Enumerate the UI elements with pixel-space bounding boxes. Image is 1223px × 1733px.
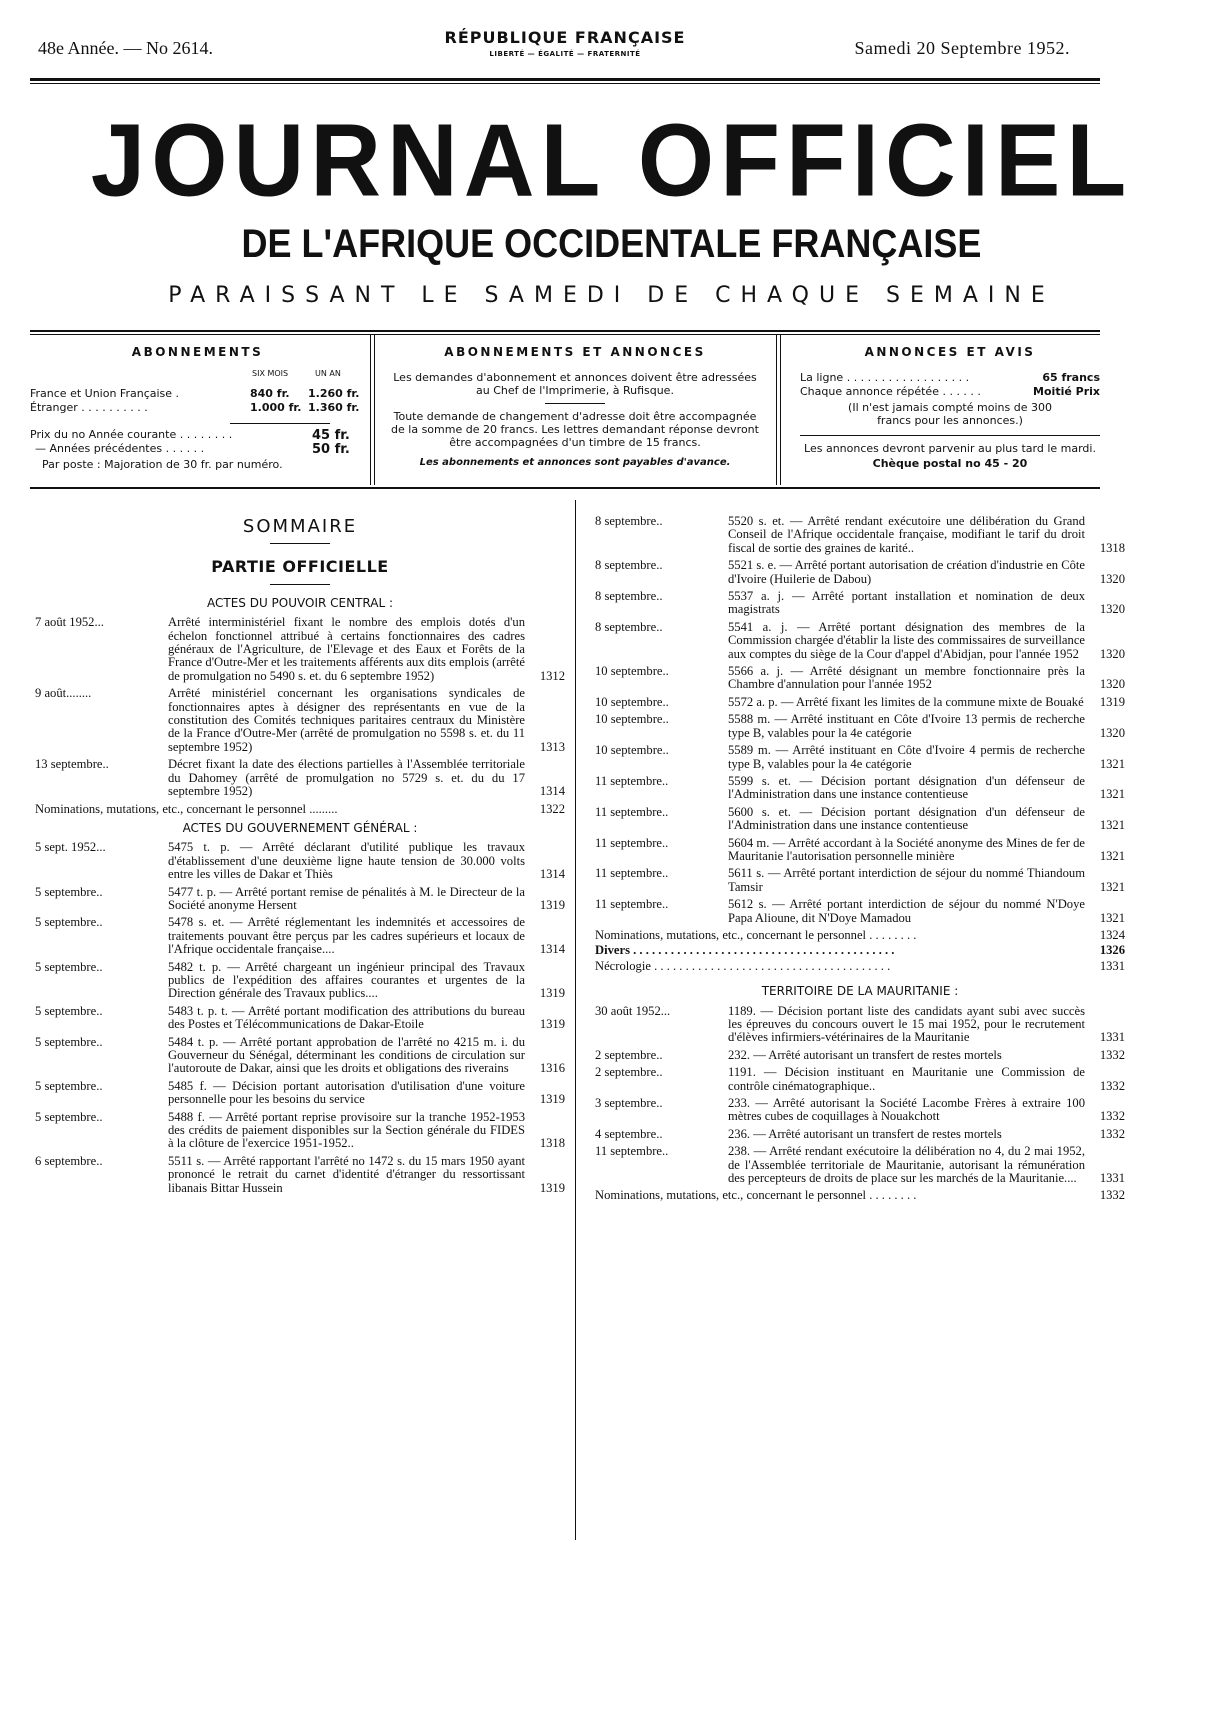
sub-row <box>30 401 365 415</box>
subscriptions-title: ABONNEMENTS <box>131 345 264 359</box>
republic-label: RÉPUBLIQUE FRANÇAISE <box>444 28 686 47</box>
toc-entry-title: Arrêté interministériel fixant le nombre des emplois dotés d'un échelon fonctionnel attribué à certains fonctionnaires des cadres généraux de l'Agriculture, de l'Elevage et des Eaux et Forêts de la France d'Outre-Mer et les traitements afférents aux dits emplois (arrêté de promulgation no 5490 s. et. du 6 septembre 1952) <box>168 615 525 683</box>
toc-entry <box>35 687 565 754</box>
toc-entry-page: 1321 <box>1099 756 1125 771</box>
column-divider <box>575 500 576 1540</box>
toc-entry-title: 5485 f. — Décision portant autorisation d'utilisation d'une voiture personnelle pour les besoins du service <box>168 1078 525 1107</box>
toc-entry-title: 5612 s. — Arrêté portant interdiction de séjour du nommé N'Doye Papa Alioune, dit N'Doye Mamadou <box>728 897 1085 925</box>
gouv-misc-row <box>595 929 1125 942</box>
sub-row <box>30 387 365 401</box>
sommaire-title: SOMMAIRE <box>242 516 358 537</box>
toc-entry <box>595 744 1125 771</box>
toc-entry <box>595 621 1125 661</box>
toc-entry <box>595 1066 1125 1093</box>
toc-entry-date: 5 septembre.. <box>35 915 103 930</box>
toc-entry-date: 11 septembre.. <box>595 866 669 881</box>
gouv-acts-list-right <box>595 515 1125 925</box>
sub-row-six: 1.000 fr. <box>250 401 302 414</box>
sub-row-six: 840 fr. <box>250 387 290 400</box>
toc-entry-page: 1319 <box>539 1092 565 1107</box>
toc-entry-page: 1312 <box>539 668 565 683</box>
gouv-misc-text: Nécrologie . . . . . . . . . . . . . . . . . . . . . . . . . . . . . . . . . . . . . . <box>595 958 891 973</box>
gouv-misc-page: 1331 <box>1099 958 1125 973</box>
toc-entry <box>595 1128 1125 1141</box>
toc-entry <box>35 1036 565 1076</box>
toc-entry <box>595 590 1125 617</box>
toc-entry-title: 5537 a. j. — Arrêté portant installation et nomination de deux magistrats <box>728 589 1085 617</box>
toc-entry-page: 1331 <box>1099 1030 1125 1045</box>
toc-entry <box>35 758 565 798</box>
line-price: 65 francs <box>1042 371 1100 384</box>
toc-entry-title: 5483 t. p. t. — Arrêté portant modification des attributions du bureau des Postes et Télécommunications de Dakar-Etoile <box>168 1003 525 1032</box>
top-header <box>30 18 1100 58</box>
ads-subs-box <box>380 345 770 485</box>
toc-entry-page: 1318 <box>539 1136 565 1151</box>
toc-entry <box>35 916 565 956</box>
gouv-misc-page: 1326 <box>1099 943 1125 958</box>
deadline-note: Les annonces devront parvenir au plus tard le mardi. <box>804 442 1096 455</box>
maur-nominations <box>595 1189 1125 1202</box>
toc-entry <box>35 841 565 881</box>
sub-row-label: France et Union Française . <box>30 387 180 400</box>
toc-entry <box>595 1145 1125 1185</box>
partie-officielle-title: PARTIE OFFICIELLE <box>211 557 389 577</box>
toc-entry-date: 9 août........ <box>35 686 92 701</box>
toc-entry-page: 1314 <box>539 784 565 799</box>
toc-entry-title: 232. — Arrêté autorisant un transfert de restes mortels <box>728 1047 1002 1062</box>
toc-entry-date: 10 septembre.. <box>595 694 669 709</box>
issue-number: 48e Année. — No 2614. <box>38 38 213 58</box>
toc-entry-date: 8 septembre.. <box>595 514 663 528</box>
six-months-header: SIX MOIS <box>252 369 289 378</box>
ads-subs-change: Toute demande de changement d'adresse doit être accompagnée de la somme de 20 francs. Les lettres demandant réponse devront être accompagnées d'un timbre de 15 francs. <box>391 410 759 449</box>
central-nominations <box>35 803 565 816</box>
notices-title: ANNONCES ET AVIS <box>864 345 1036 359</box>
info-bottom-rule <box>30 487 1100 489</box>
toc-left-column <box>35 516 565 1199</box>
sub-row-year: 1.260 fr. <box>308 387 360 400</box>
toc-entry <box>595 775 1125 802</box>
toc-entry <box>35 1005 565 1032</box>
toc-entry-page: 1332 <box>1099 1078 1125 1093</box>
toc-entry-date: 4 septembre.. <box>595 1126 663 1141</box>
toc-entry-title: 5604 m. — Arrêté accordant à la Société anonyme des Mines de fer de Mauritanie l'autorisation personnelle minière <box>728 835 1085 863</box>
toc-entry-title: 1189. — Décision portant liste des candidats ayant subi avec succès les épreuves du concours ouvert le 15 mai 1952, pour le recrutement d'élèves infirmiers-vétérinaires de la Mauritanie <box>728 1003 1085 1045</box>
toc-entry <box>595 515 1125 555</box>
central-acts-list <box>35 616 565 798</box>
toc-entry-title: 5611 s. — Arrêté portant interdiction de séjour du nommé Thiandoum Tamsir <box>728 866 1085 894</box>
toc-entry-page: 1321 <box>1099 787 1125 802</box>
toc-entry <box>35 886 565 913</box>
price-previous-label: — Années précédentes . . . . . . <box>35 442 205 455</box>
toc-entry <box>595 898 1125 925</box>
toc-entry <box>35 1155 565 1195</box>
toc-entry-date: 5 septembre.. <box>35 1078 103 1093</box>
toc-entry-title: 5589 m. — Arrêté instituant en Côte d'Ivoire 4 permis de recherche type B, valables pour la 4e catégorie <box>728 743 1085 771</box>
masthead-tagline: PARAISSANT LE SAMEDI DE CHAQUE SEMAINE <box>168 283 1055 308</box>
toc-entry-date: 5 septembre.. <box>35 884 103 899</box>
toc-entry <box>35 961 565 1001</box>
toc-entry-title: 5566 a. j. — Arrêté désignant un membre fonctionnaire près la Chambre d'annulation pour l'année 1952 <box>728 664 1085 692</box>
toc-entry-page: 1319 <box>539 897 565 912</box>
gouv-misc-page: 1324 <box>1099 927 1125 942</box>
toc-entry-date: 5 septembre.. <box>35 1003 103 1018</box>
toc-entry-page: 1318 <box>1099 540 1125 555</box>
toc-entry-date: 10 septembre.. <box>595 743 669 758</box>
mauritanie-acts-list <box>595 1005 1125 1186</box>
toc-entry-date: 11 septembre.. <box>595 773 669 788</box>
toc-entry-page: 1314 <box>539 942 565 957</box>
gouv-misc-text: Nominations, mutations, etc., concernant le personnel . . . . . . . . <box>595 927 917 942</box>
toc-entry-title: 1191. — Décision instituant en Mauritanie une Commission de contrôle cinématographique.. <box>728 1065 1085 1093</box>
toc-entry-title: 5482 t. p. — Arrêté chargeant un ingénieur principal des Travaux publics de l'expédition des affaires courantes et urgentes de la Direction générale des Travaux publics.... <box>168 959 525 1001</box>
toc-entry <box>35 1080 565 1107</box>
toc-entry-page: 1332 <box>1099 1126 1125 1141</box>
toc-entry-date: 5 septembre.. <box>35 1034 103 1049</box>
toc-entry <box>595 1005 1125 1045</box>
toc-entry-date: 5 sept. 1952... <box>35 840 106 855</box>
toc-entry-page: 1319 <box>539 986 565 1001</box>
masthead-subtitle: DE L'AFRIQUE OCCIDENTALE FRANÇAISE <box>241 222 982 266</box>
toc-entry-page: 1321 <box>1099 848 1125 863</box>
gouv-misc-text: Divers . . . . . . . . . . . . . . . . . . . . . . . . . . . . . . . . . . . . . . . . . . <box>595 943 895 958</box>
header-rule <box>30 78 1100 81</box>
header-rule-thin <box>30 83 1100 84</box>
toc-entry-title: 5478 s. et. — Arrêté réglementant les indemnités et accessoires de traitements pouvant être perçus par les cadres supérieurs et locaux de l'Afrique occidentale française.... <box>168 915 525 957</box>
toc-entry-title: 5511 s. — Arrêté rapportant l'arrêté no 1472 s. du 15 mars 1950 ayant prononcé le retrait du carnet d'identité d'étranger du ressortissant libanais Bittar Hussein <box>168 1153 525 1195</box>
toc-entry-page: 1319 <box>539 1180 565 1195</box>
toc-entry-date: 7 août 1952... <box>35 615 104 630</box>
toc-entry-date: 8 septembre.. <box>595 558 663 573</box>
toc-entry-title: Décret fixant la date des élections partielles à l'Assemblée territoriale du Dahomey (arrêté de promulgation no 5729 s. et. du du 17 septembre 1952) <box>168 757 525 799</box>
central-nominations-text: Nominations, mutations, etc., concernant le personnel ......... <box>35 801 338 816</box>
sub-row-label: Étranger . . . . . . . . . . <box>30 401 148 414</box>
toc-entry-title: 5484 t. p. — Arrêté portant approbation de l'arrêté no 4215 m. i. du Gouverneur du Sénégal, déterminant les conditions de circulation sur l'autoroute de Dakar, ainsi que les droits et obligations des riverains <box>168 1034 525 1076</box>
toc-entry-date: 10 septembre.. <box>595 712 669 727</box>
toc-entry-page: 1319 <box>539 1017 565 1032</box>
maur-nominations-page: 1332 <box>1099 1188 1125 1203</box>
toc-entry-title: 233. — Arrêté autorisant la Société Lacombe Frères à extraire 100 mètres cubes de coquillages à Nouakchott <box>728 1096 1085 1124</box>
price-previous: 50 fr. <box>312 442 350 457</box>
notices-box <box>800 345 1100 485</box>
toc-entry <box>595 665 1125 692</box>
maur-nominations-text: Nominations, mutations, etc., concernant le personnel . . . . . . . . <box>595 1188 917 1203</box>
toc-entry-title: 5488 f. — Arrêté portant reprise provisoire sur la tranche 1952-1953 des crédits de paiement disponibles sur la Section générale du FIDES à la clôture de l'exercice 1951-1952.. <box>168 1109 525 1151</box>
ads-subs-payable: Les abonnements et annonces sont payables d'avance. <box>419 457 731 468</box>
toc-entry <box>595 1049 1125 1062</box>
toc-entry <box>595 806 1125 833</box>
toc-entry-date: 11 septembre.. <box>595 897 669 912</box>
gouv-acts-list-left <box>35 841 565 1195</box>
toc-entry <box>595 713 1125 740</box>
toc-entry-date: 30 août 1952... <box>595 1003 671 1018</box>
toc-entry-title: 5520 s. et. — Arrêté rendant exécutoire une délibération du Grand Conseil de l'Afrique occidentale française, modifiant le tarif du droit fiscal de sortie des graines de karité.. <box>728 514 1085 555</box>
toc-entry-date: 5 septembre.. <box>35 1109 103 1124</box>
toc-entry-date: 11 septembre.. <box>595 1144 669 1159</box>
gouv-misc-row <box>595 944 1125 957</box>
toc-entry <box>595 867 1125 894</box>
toc-entry-title: Arrêté ministériel concernant les organisations syndicales de fonctionnaires aptes à désigner des représentants en vue de la constitution des Comités techniques paritaires centraux du Ministère de la France d'Outre-Mer (arrêté de promulgation no 5598 s. et. du 11 septembre 1952) <box>168 686 525 754</box>
ads-subs-address: Les demandes d'abonnement et annonces doivent être adressées au Chef de l'Imprimerie, à Rufisque. <box>393 371 757 397</box>
toc-entry-title: 236. — Arrêté autorisant un transfert de restes mortels <box>728 1126 1002 1141</box>
toc-entry-page: 1321 <box>1099 818 1125 833</box>
toc-entry-title: 5475 t. p. — Arrêté déclarant d'utilité publique les travaux d'établissement d'une deuxième ligne haute tension de 30.000 volts entre les villes de Dakar et Thiès <box>168 840 525 882</box>
toc-entry-title: 5521 s. e. — Arrêté portant autorisation de création d'industrie en Côte d'Ivoire (Huilerie de Dabou) <box>728 558 1085 586</box>
repeat-price: Moitié Prix <box>1033 385 1100 398</box>
toc-entry-date: 8 septembre.. <box>595 589 663 604</box>
section-gouvernement-general: ACTES DU GOUVERNEMENT GÉNÉRAL : <box>182 820 418 835</box>
section-pouvoir-central: ACTES DU POUVOIR CENTRAL : <box>206 595 394 610</box>
price-current-label: Prix du no Année courante . . . . . . . . <box>30 428 233 441</box>
toc-entry-page: 1320 <box>1099 646 1125 661</box>
info-top-rule-thin <box>30 334 1100 335</box>
toc-entry-title: 5572 a. p. — Arrêté fixant les limites de la commune mixte de Bouaké <box>728 694 1084 709</box>
toc-entry-title: 5477 t. p. — Arrêté portant remise de pénalités à M. le Directeur de la Société anonyme Hersent <box>168 884 525 912</box>
postage-note: Par poste : Majoration de 30 fr. par numéro. <box>42 458 283 471</box>
section-mauritanie: TERRITOIRE DE LA MAURITANIE : <box>761 984 959 999</box>
ads-subs-title: ABONNEMENTS ET ANNONCES <box>444 345 706 359</box>
toc-entry-page: 1332 <box>1099 1109 1125 1124</box>
sub-row-year: 1.360 fr. <box>308 401 360 414</box>
toc-entry <box>595 837 1125 864</box>
toc-entry-page: 1320 <box>1099 602 1125 617</box>
subscriptions-box <box>30 345 365 485</box>
masthead-title: JOURNAL OFFICIEL <box>90 102 1133 218</box>
toc-entry-title: 5599 s. et. — Décision portant désignation d'un défenseur de l'Administration dans une instance contentieuse <box>728 773 1085 802</box>
issue-date: Samedi 20 Septembre 1952. <box>854 38 1070 58</box>
toc-entry-page: 1320 <box>1099 677 1125 692</box>
toc-entry-date: 5 septembre.. <box>35 959 103 974</box>
toc-entry <box>35 616 565 683</box>
toc-entry-date: 8 septembre.. <box>595 619 663 634</box>
toc-entry-page: 1321 <box>1099 910 1125 925</box>
toc-entry-date: 10 septembre.. <box>595 664 669 679</box>
toc-entry-page: 1320 <box>1099 571 1125 586</box>
toc-entry <box>595 1097 1125 1124</box>
toc-entry-title: 5600 s. et. — Décision portant désignation d'un défenseur de l'Administration dans une instance contentieuse <box>728 804 1085 833</box>
toc-entry-date: 3 septembre.. <box>595 1096 663 1111</box>
toc-entry-page: 1319 <box>1099 694 1125 709</box>
toc-entry-date: 6 septembre.. <box>35 1153 103 1168</box>
toc-entry-date: 2 septembre.. <box>595 1065 663 1080</box>
toc-entry-page: 1321 <box>1099 879 1125 894</box>
toc-entry-page: 1316 <box>539 1061 565 1076</box>
toc-entry-page: 1331 <box>1099 1171 1125 1186</box>
toc-entry-date: 2 septembre.. <box>595 1047 663 1062</box>
toc-entry-page: 1320 <box>1099 725 1125 740</box>
toc-entry-title: 5541 a. j. — Arrêté portant désignation des membres de la Commission chargée d'établir la liste des commissaires de surveillance aux comptes du siège de la Cour d'appel d'Abidjan, pour l'année 1952 <box>728 619 1085 661</box>
postal-check: Chèque postal no 45 - 20 <box>872 457 1028 470</box>
toc-entry-date: 13 septembre.. <box>35 757 109 772</box>
gouv-misc-row <box>595 960 1125 973</box>
toc-entry <box>595 559 1125 586</box>
price-current: 45 fr. <box>312 428 350 443</box>
toc-entry <box>35 1111 565 1151</box>
toc-entry <box>595 696 1125 709</box>
toc-entry-title: 5588 m. — Arrêté instituant en Côte d'Ivoire 13 permis de recherche type B, valables pour la 4e catégorie <box>728 712 1085 740</box>
info-top-rule <box>30 330 1100 332</box>
central-nominations-page: 1322 <box>539 801 565 816</box>
toc-entry-title: 238. — Arrêté rendant exécutoire la délibération no 4, du 2 mai 1952, de l'Assemblée territoriale de Mauritanie, autorisant la rémunération des percepteurs de droits de place sur les marchés de la Mauritanie.... <box>728 1144 1085 1186</box>
line-price-label: La ligne . . . . . . . . . . . . . . . . . . <box>800 371 970 384</box>
one-year-header: UN AN <box>315 369 341 378</box>
toc-entry-page: 1313 <box>539 739 565 754</box>
repeat-price-label: Chaque annonce répétée . . . . . . <box>800 385 981 398</box>
minimum-note: (Il n'est jamais compté moins de 300 francs pour les annonces.) <box>848 401 1052 427</box>
toc-entry-date: 11 septembre.. <box>595 804 669 819</box>
toc-entry-page: 1332 <box>1099 1047 1125 1062</box>
toc-entry-date: 11 septembre.. <box>595 835 669 850</box>
toc-entry-page: 1314 <box>539 867 565 882</box>
toc-right-column <box>595 515 1125 1205</box>
motto-label: LIBERTÉ — ÉGALITÉ — FRATERNITÉ <box>489 50 641 58</box>
